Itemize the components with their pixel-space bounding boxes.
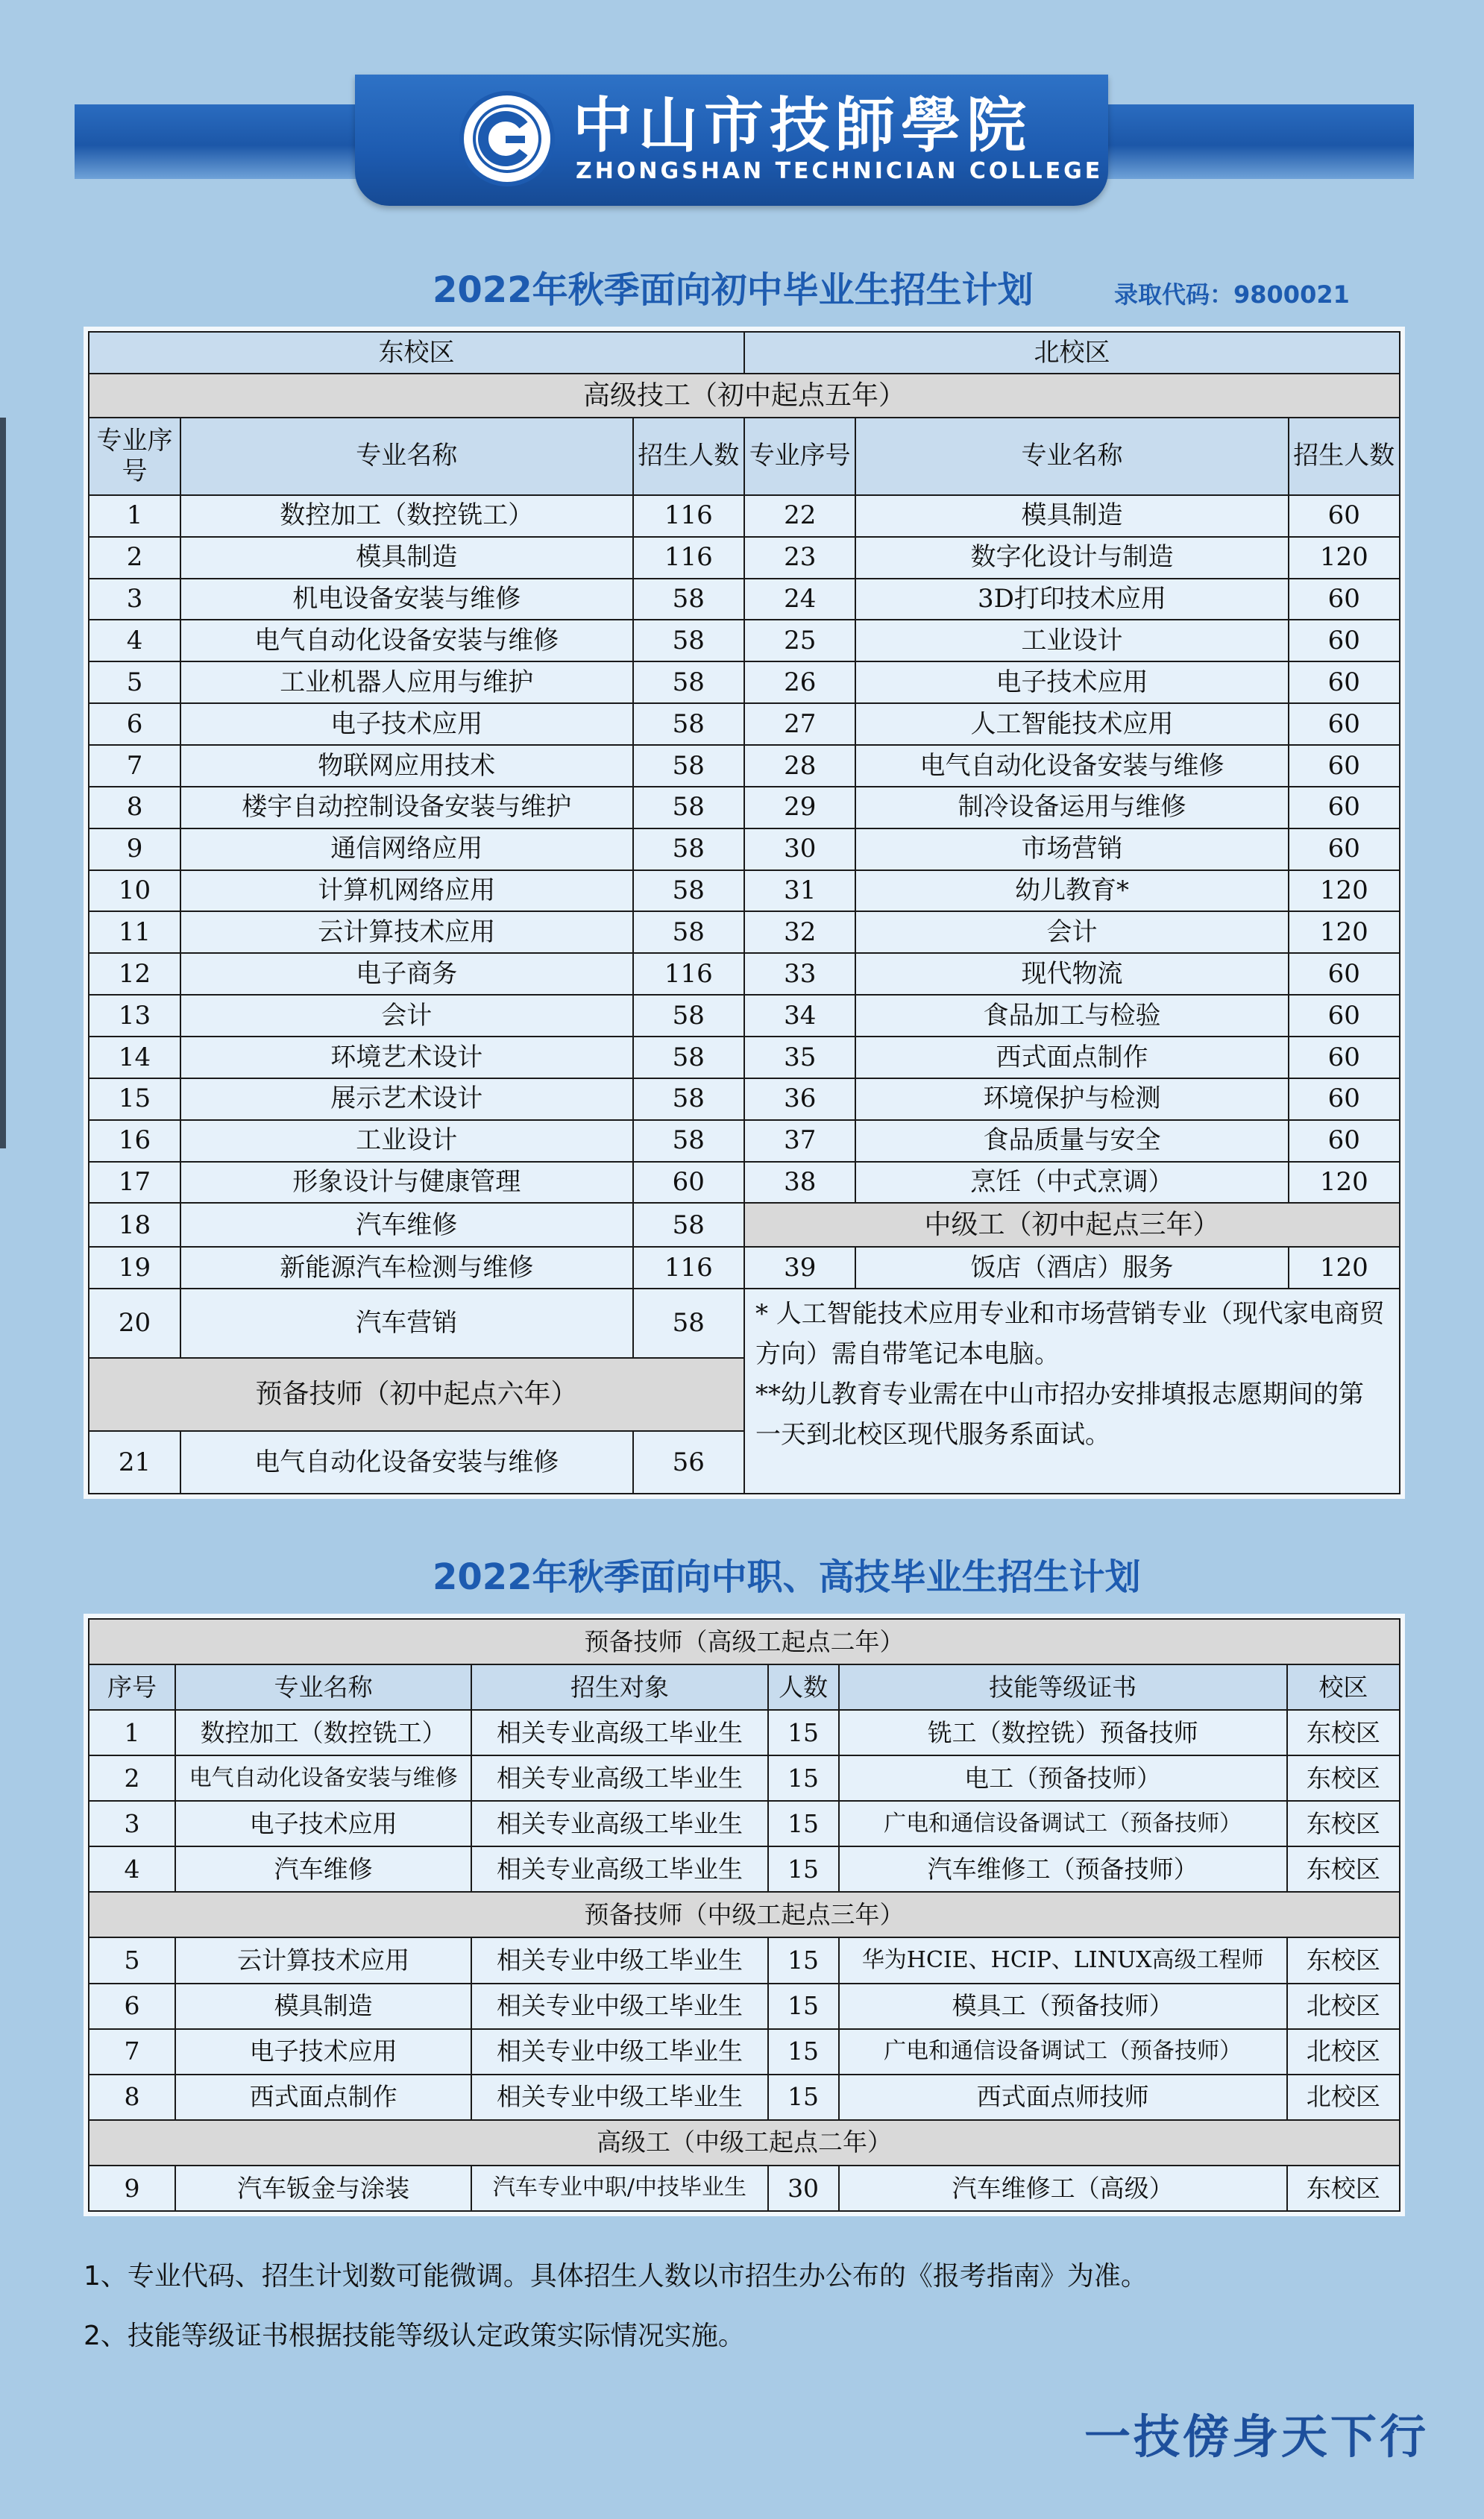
- table-row: [89, 1846, 1400, 1892]
- north-row-name: 模具制造: [855, 495, 1288, 537]
- east-row-count: 58: [633, 1078, 744, 1120]
- table-row: [89, 537, 1400, 579]
- table-cell: 相关专业高级工毕业生: [471, 1710, 767, 1755]
- east-row-name: 机电设备安装与维修: [180, 579, 633, 620]
- table-cell: 电气自动化设备安装与维修: [175, 1755, 471, 1801]
- north-row-count: 120: [1289, 537, 1400, 579]
- north-row-name: 西式面点制作: [855, 1037, 1288, 1078]
- east-campus-header: 东校区: [89, 332, 744, 374]
- table-cell: 相关专业中级工毕业生: [471, 1937, 767, 1983]
- table-cell: 相关专业中级工毕业生: [471, 2075, 767, 2120]
- north-row-no: 33: [744, 953, 855, 995]
- north-row-no: 28: [744, 745, 855, 787]
- east-row-count: 58: [633, 579, 744, 620]
- north-row-count: 60: [1289, 1078, 1400, 1120]
- column-header: 人数: [768, 1664, 839, 1710]
- table-cell: 15: [768, 1846, 839, 1892]
- north-row-name: 人工智能技术应用: [855, 703, 1288, 745]
- north-row-count: 60: [1289, 1120, 1400, 1162]
- table-cell: 汽车维修工（高级）: [839, 2166, 1287, 2211]
- table-cell: 华为HCIE、HCIP、LINUX高级工程师: [839, 1937, 1287, 1983]
- table-row: [89, 1710, 1400, 1755]
- table-row: [89, 745, 1400, 787]
- table-cell: 15: [768, 1801, 839, 1846]
- north-row-name: 幼儿教育*: [855, 870, 1288, 912]
- table-row: [89, 1120, 1400, 1162]
- table-row: [89, 1203, 1400, 1247]
- table-cell: 相关专业高级工毕业生: [471, 1755, 767, 1801]
- table-cell: 北校区: [1287, 1984, 1400, 2029]
- east-row-name: 工业设计: [180, 1120, 633, 1162]
- east-row-no: 20: [89, 1289, 180, 1358]
- east-row-name: 新能源汽车检测与维修: [180, 1247, 633, 1289]
- table-cell: 东校区: [1287, 1937, 1400, 1983]
- east-row-name: 云计算技术应用: [180, 911, 633, 953]
- column-header-row: [89, 1664, 1400, 1710]
- east-row-name: 物联网应用技术: [180, 745, 633, 787]
- middle-worker-header: 中级工（初中起点三年）: [744, 1203, 1400, 1247]
- east-row-no: 3: [89, 579, 180, 620]
- north-row-name: 烹饪（中式烹调）: [855, 1162, 1288, 1204]
- north-row-count: 60: [1289, 787, 1400, 828]
- senior-worker-header: 高级技工（初中起点五年）: [89, 374, 1400, 418]
- north-row-name: 制冷设备运用与维修: [855, 787, 1288, 828]
- east-row-name: 汽车营销: [180, 1289, 633, 1358]
- table-cell: 北校区: [1287, 2075, 1400, 2120]
- group-header-row: [89, 1892, 1400, 1937]
- table-row: [89, 1162, 1400, 1204]
- east-row-count: 60: [633, 1162, 744, 1204]
- junior-plan-table-panel: [84, 327, 1405, 1499]
- table-row: [89, 1078, 1400, 1120]
- footnote-1: 1、专业代码、招生计划数可能微调。具体招生人数以市招生办公布的《报考指南》为准。: [84, 2261, 1148, 2292]
- table-cell: 汽车专业中职/中技毕业生: [471, 2166, 767, 2211]
- north-row-no: 24: [744, 579, 855, 620]
- north-row-name: 环境保护与检测: [855, 1078, 1288, 1120]
- table-row: [89, 1937, 1400, 1983]
- east-row-no: 7: [89, 745, 180, 787]
- vocational-plan-table-panel: [84, 1614, 1405, 2216]
- table-cell: 汽车维修: [175, 1846, 471, 1892]
- east-row-no: 5: [89, 661, 180, 703]
- note-2: **幼儿教育专业需在中山市招办安排填报志愿期间的第一天到北校区现代服务系面试。: [755, 1380, 1364, 1450]
- table-cell: 电子技术应用: [175, 2029, 471, 2075]
- table-row: [89, 1037, 1400, 1078]
- north-row-count: 60: [1289, 953, 1400, 995]
- north-row-name: 数字化设计与制造: [855, 537, 1288, 579]
- table-cell: 东校区: [1287, 1801, 1400, 1846]
- north-row-name: 3D打印技术应用: [855, 579, 1288, 620]
- north-row-no: 36: [744, 1078, 855, 1120]
- column-header: 序号: [89, 1664, 175, 1710]
- table-row: [89, 1984, 1400, 2029]
- column-header-col_count: 招生人数: [1289, 418, 1400, 495]
- table-cell: 相关专业高级工毕业生: [471, 1801, 767, 1846]
- east-row-no: 14: [89, 1037, 180, 1078]
- east-row-count: 58: [633, 911, 744, 953]
- north-row-count: 120: [1289, 1162, 1400, 1204]
- table-row: [89, 2029, 1400, 2075]
- north-row-count: 60: [1289, 1037, 1400, 1078]
- east-row-no: 4: [89, 620, 180, 661]
- east-row-count: 58: [633, 1289, 744, 1358]
- table-row: [89, 2166, 1400, 2211]
- section2-title: 2022年秋季面向中职、高技毕业生招生计划: [433, 1556, 1141, 1598]
- east-row-no: 9: [89, 828, 180, 870]
- north-row-no: 29: [744, 787, 855, 828]
- notes-cell: [744, 1289, 1400, 1494]
- table-cell: 9: [89, 2166, 175, 2211]
- column-header-col_name: 专业名称: [180, 418, 633, 495]
- east-row-no: 1: [89, 495, 180, 537]
- table-row: [89, 2075, 1400, 2120]
- north-row-no: 32: [744, 911, 855, 953]
- north-row-name: 饭店（酒店）服务: [855, 1247, 1288, 1289]
- north-row-no: 35: [744, 1037, 855, 1078]
- north-row-name: 食品加工与检验: [855, 995, 1288, 1037]
- table-row: [89, 1801, 1400, 1846]
- east-row-name: 楼宇自动控制设备安装与维护: [180, 787, 633, 828]
- college-name-en: ZHONGSHAN TECHNICIAN COLLEGE: [576, 158, 1104, 184]
- table-cell: 6: [89, 1984, 175, 2029]
- north-row-no: 23: [744, 537, 855, 579]
- table-cell: 2: [89, 1755, 175, 1801]
- column-header: 专业名称: [175, 1664, 471, 1710]
- north-row-no: 38: [744, 1162, 855, 1204]
- table-cell: 模具制造: [175, 1984, 471, 2029]
- north-row-count: 120: [1289, 870, 1400, 912]
- section-header-row: [89, 374, 1400, 418]
- east-row-count: 58: [633, 787, 744, 828]
- table-cell: 铣工（数控铣）预备技师: [839, 1710, 1287, 1755]
- east-row-count: 58: [633, 870, 744, 912]
- north-row-no: 34: [744, 995, 855, 1037]
- table-cell: 相关专业中级工毕业生: [471, 1984, 767, 2029]
- east-row-no: 11: [89, 911, 180, 953]
- table-cell: 西式面点师技师: [839, 2075, 1287, 2120]
- college-emblem-icon: [459, 91, 555, 186]
- table-cell: 4: [89, 1846, 175, 1892]
- north-row-name: 电子技术应用: [855, 661, 1288, 703]
- table-cell: 相关专业中级工毕业生: [471, 2029, 767, 2075]
- east-row-count: 58: [633, 1037, 744, 1078]
- note-1: * 人工智能技术应用专业和市场营销专业（现代家电商贸方向）需自带笔记本电脑。: [755, 1299, 1385, 1370]
- junior-plan-table: [88, 331, 1400, 1494]
- table-cell: 8: [89, 2075, 175, 2120]
- table-cell: 7: [89, 2029, 175, 2075]
- table-cell: 15: [768, 1984, 839, 2029]
- east-row-name: 电气自动化设备安装与维修: [180, 1431, 633, 1494]
- north-row-no: 27: [744, 703, 855, 745]
- table-cell: 东校区: [1287, 1710, 1400, 1755]
- east-row-count: 116: [633, 537, 744, 579]
- table-cell: 东校区: [1287, 1755, 1400, 1801]
- east-row-no: 18: [89, 1203, 180, 1247]
- east-row-name: 电子商务: [180, 953, 633, 995]
- column-header-col_no: 专业序号: [744, 418, 855, 495]
- table-cell: 电子技术应用: [175, 1801, 471, 1846]
- east-row-count: 58: [633, 620, 744, 661]
- east-row-name: 汽车维修: [180, 1203, 633, 1247]
- east-row-count: 58: [633, 1120, 744, 1162]
- east-row-name: 通信网络应用: [180, 828, 633, 870]
- footnote-2: 2、技能等级证书根据技能等级认定政策实际情况实施。: [84, 2321, 745, 2351]
- column-header-col_no: 专业序号: [89, 418, 180, 495]
- table-cell: 广电和通信设备调试工（预备技师）: [839, 2029, 1287, 2075]
- north-row-count: 60: [1289, 620, 1400, 661]
- table-cell: 15: [768, 1755, 839, 1801]
- north-row-no: 39: [744, 1247, 855, 1289]
- table-cell: 汽车维修工（预备技师）: [839, 1846, 1287, 1892]
- east-row-count: 58: [633, 1203, 744, 1247]
- table-cell: 东校区: [1287, 2166, 1400, 2211]
- table-cell: 15: [768, 2029, 839, 2075]
- table-cell: 15: [768, 1710, 839, 1755]
- east-row-name: 计算机网络应用: [180, 870, 633, 912]
- group-title: 预备技师（中级工起点三年）: [89, 1892, 1400, 1937]
- east-row-count: 116: [633, 495, 744, 537]
- prep-technician-header: 预备技师（初中起点六年）: [89, 1358, 744, 1431]
- north-row-count: 120: [1289, 1247, 1400, 1289]
- north-row-name: 食品质量与安全: [855, 1120, 1288, 1162]
- table-cell: 北校区: [1287, 2029, 1400, 2075]
- table-cell: 15: [768, 2075, 839, 2120]
- north-row-no: 31: [744, 870, 855, 912]
- admission-code: 录取代码：9800021: [1114, 280, 1350, 309]
- east-row-count: 58: [633, 995, 744, 1037]
- north-row-no: 30: [744, 828, 855, 870]
- table-cell: 电工（预备技师）: [839, 1755, 1287, 1801]
- north-row-count: 60: [1289, 661, 1400, 703]
- column-header-row: [89, 418, 1400, 495]
- east-row-no: 8: [89, 787, 180, 828]
- table-cell: 30: [768, 2166, 839, 2211]
- north-row-count: 60: [1289, 579, 1400, 620]
- table-row: [89, 911, 1400, 953]
- east-row-count: 58: [633, 703, 744, 745]
- column-header-col_name: 专业名称: [855, 418, 1288, 495]
- east-row-no: 15: [89, 1078, 180, 1120]
- north-row-count: 60: [1289, 745, 1400, 787]
- east-row-no: 12: [89, 953, 180, 995]
- north-row-name: 现代物流: [855, 953, 1288, 995]
- east-row-no: 21: [89, 1431, 180, 1494]
- east-row-no: 13: [89, 995, 180, 1037]
- table-cell: 1: [89, 1710, 175, 1755]
- column-header: 校区: [1287, 1664, 1400, 1710]
- north-row-count: 60: [1289, 703, 1400, 745]
- north-row-count: 60: [1289, 828, 1400, 870]
- east-row-count: 58: [633, 745, 744, 787]
- north-row-count: 60: [1289, 995, 1400, 1037]
- table-row: [89, 579, 1400, 620]
- east-row-name: 工业机器人应用与维护: [180, 661, 633, 703]
- section1-title: 2022年秋季面向初中毕业生招生计划: [433, 269, 1034, 311]
- east-row-no: 17: [89, 1162, 180, 1204]
- table-row: [89, 620, 1400, 661]
- table-row: [89, 661, 1400, 703]
- vocational-plan-table: [88, 1618, 1400, 2212]
- table-row: [89, 1247, 1400, 1289]
- column-header-col_count: 招生人数: [633, 418, 744, 495]
- college-name-cn: 中山市技師學院: [573, 91, 1032, 160]
- east-row-no: 19: [89, 1247, 180, 1289]
- east-row-name: 会计: [180, 995, 633, 1037]
- east-row-name: 环境艺术设计: [180, 1037, 633, 1078]
- left-edge-strip: [0, 418, 6, 1148]
- north-row-count: 120: [1289, 911, 1400, 953]
- table-row: [89, 495, 1400, 537]
- table-cell: 汽车钣金与涂装: [175, 2166, 471, 2211]
- east-row-count: 56: [633, 1431, 744, 1494]
- group-header-row: [89, 2120, 1400, 2166]
- table-cell: 15: [768, 1937, 839, 1983]
- east-row-no: 6: [89, 703, 180, 745]
- east-row-count: 116: [633, 1247, 744, 1289]
- table-row: [89, 828, 1400, 870]
- column-header: 技能等级证书: [839, 1664, 1287, 1710]
- table-row: [89, 953, 1400, 995]
- north-row-name: 会计: [855, 911, 1288, 953]
- north-campus-header: 北校区: [744, 332, 1400, 374]
- east-row-count: 58: [633, 661, 744, 703]
- north-row-no: 25: [744, 620, 855, 661]
- column-header: 招生对象: [471, 1664, 767, 1710]
- table-cell: 西式面点制作: [175, 2075, 471, 2120]
- east-row-no: 10: [89, 870, 180, 912]
- east-row-name: 电气自动化设备安装与维修: [180, 620, 633, 661]
- table-cell: 相关专业高级工毕业生: [471, 1846, 767, 1892]
- college-logo-banner: [355, 75, 1108, 206]
- east-row-name: 电子技术应用: [180, 703, 633, 745]
- north-row-no: 37: [744, 1120, 855, 1162]
- north-row-name: 市场营销: [855, 828, 1288, 870]
- north-row-no: 26: [744, 661, 855, 703]
- east-row-no: 16: [89, 1120, 180, 1162]
- east-row-name: 形象设计与健康管理: [180, 1162, 633, 1204]
- north-row-name: 电气自动化设备安装与维修: [855, 745, 1288, 787]
- group-header-row: [89, 1619, 1400, 1664]
- north-row-count: 60: [1289, 495, 1400, 537]
- table-cell: 5: [89, 1937, 175, 1983]
- table-row: [89, 1289, 1400, 1358]
- table-row: [89, 870, 1400, 912]
- table-cell: 3: [89, 1801, 175, 1846]
- east-row-count: 58: [633, 828, 744, 870]
- east-row-count: 116: [633, 953, 744, 995]
- slogan: 一技傍身天下行: [1084, 2409, 1429, 2464]
- table-cell: 云计算技术应用: [175, 1937, 471, 1983]
- campus-header-row: [89, 332, 1400, 374]
- table-row: [89, 995, 1400, 1037]
- north-row-name: 工业设计: [855, 620, 1288, 661]
- table-row: [89, 1755, 1400, 1801]
- north-row-no: 22: [744, 495, 855, 537]
- table-row: [89, 703, 1400, 745]
- east-row-name: 展示艺术设计: [180, 1078, 633, 1120]
- east-row-no: 2: [89, 537, 180, 579]
- east-row-name: 模具制造: [180, 537, 633, 579]
- table-cell: 模具工（预备技师）: [839, 1984, 1287, 2029]
- table-cell: 东校区: [1287, 1846, 1400, 1892]
- group-title: 高级工（中级工起点二年）: [89, 2120, 1400, 2166]
- group-title: 预备技师（高级工起点二年）: [89, 1619, 1400, 1664]
- east-row-name: 数控加工（数控铣工）: [180, 495, 633, 537]
- table-cell: 数控加工（数控铣工）: [175, 1710, 471, 1755]
- table-cell: 广电和通信设备调试工（预备技师）: [839, 1801, 1287, 1846]
- table-row: [89, 787, 1400, 828]
